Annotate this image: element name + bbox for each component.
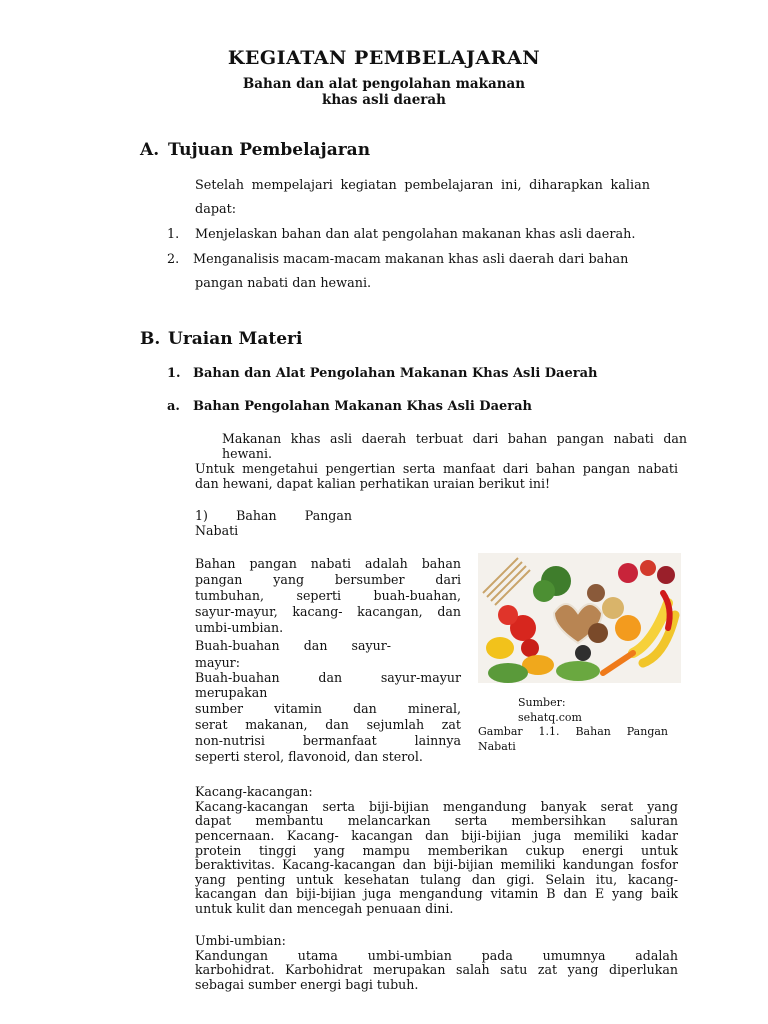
kacang-heading: Kacang-kacangan: xyxy=(195,784,313,799)
para1-line1: Makanan khas asli daerah terbuat dari bahan pangan nabati dan xyxy=(222,431,687,446)
subsection-1-number: 1. xyxy=(167,366,181,381)
nabati-heading-line1: 1) Bahan Pangan xyxy=(195,508,352,523)
figure-source xyxy=(518,695,638,725)
objective-2-line2: pangan nabati dan hewani. xyxy=(195,276,372,291)
kacang-line-8: untuk kulit dan mencegah penuaan dini. xyxy=(195,901,454,916)
buah-line-4: serat makanan, dan sejumlah zat xyxy=(195,717,461,732)
subsection-a-title: Bahan Pengolahan Makanan Khas Asli Daerah xyxy=(193,399,533,414)
buah-heading-line1: Buah-buahan dan sayur- xyxy=(195,638,391,653)
nabati-line-3: tumbuhan, seperti buah-buahan, xyxy=(195,588,461,603)
buah-heading-line2: mayur: xyxy=(195,655,240,670)
objective-2-line1: Menganalisis macam-macam makanan khas asli daerah dari bahan xyxy=(193,252,629,267)
kacang-line-3: pencernaan. Kacang- kacangan dan biji-bijian juga memiliki kadar xyxy=(195,828,678,843)
objective-1-text: Menjelaskan bahan dan alat pengolahan makanan khas asli daerah. xyxy=(195,227,636,242)
umbi-line-2: karbohidrat. Karbohidrat merupakan salah satu zat yang diperlukan xyxy=(195,962,678,977)
section-a-intro-line2: dapat: xyxy=(195,202,237,217)
para1-line2: hewani. xyxy=(222,446,272,461)
produce-illustration xyxy=(478,553,681,683)
buah-line-2: merupakan xyxy=(195,685,268,700)
subsection-1-title: Bahan dan Alat Pengolahan Makanan Khas Asli Daerah xyxy=(193,366,598,381)
kacang-line-7: kacangan dan biji-bijian juga mengandung vitamin B dan E yang baik xyxy=(195,886,678,901)
buah-line-3: sumber vitamin dan mineral, xyxy=(195,701,461,716)
kacang-line-6: yang penting untuk kesehatan tulang dan gigi. Selain itu, kacang- xyxy=(195,872,678,887)
nabati-line-4: sayur-mayur, kacang- kacangan, dan xyxy=(195,604,461,619)
nabati-line-1: Bahan pangan nabati adalah bahan xyxy=(195,556,461,571)
umbi-heading: Umbi-umbian: xyxy=(195,933,286,948)
kacang-line-1: Kacang-kacangan serta biji-bijian mengandung banyak serat yang xyxy=(195,799,678,814)
page-title: KEGIATAN PEMBELAJARAN xyxy=(227,47,541,69)
objective-2-number: 2. xyxy=(167,252,180,267)
para2-line2: dan hewani, dapat kalian perhatikan uraian berikut ini! xyxy=(195,476,551,491)
vegetables-fruit-photo xyxy=(478,553,681,683)
section-a-title: Tujuan Pembelajaran xyxy=(168,140,371,160)
section-a-intro-line1: Setelah mempelajari kegiatan pembelajaran ini, diharapkan kalian xyxy=(195,178,650,193)
subsection-a-letter: a. xyxy=(167,399,180,414)
nabati-line-2: pangan yang bersumber dari xyxy=(195,572,461,587)
para2-line1: Untuk mengetahui pengertian serta manfaat dari bahan pangan nabati xyxy=(195,461,678,476)
figure-caption-line1: Gambar 1.1. Bahan Pangan xyxy=(478,725,668,738)
section-b-letter: B. xyxy=(140,329,161,349)
nabati-heading-line2: Nabati xyxy=(195,523,239,538)
page-subtitle: Bahan dan alat pengolahan makanan khas asli daerah xyxy=(242,76,526,108)
figure-source-line2: sehatq.com xyxy=(518,711,582,724)
figure-caption-line2: Nabati xyxy=(478,740,516,753)
section-a-heading xyxy=(140,140,370,160)
buah-line-1: Buah-buahan dan sayur-mayur xyxy=(195,670,461,685)
umbi-line-3: sebagai sumber energi bagi tubuh. xyxy=(195,977,419,992)
objective-1-number: 1. xyxy=(167,227,180,242)
buah-line-5: non-nutrisi bermanfaat lainnya xyxy=(195,733,461,748)
kacang-line-4: protein tinggi yang mampu memberikan cukup energi untuk xyxy=(195,843,678,858)
umbi-line-1: Kandungan utama umbi-umbian pada umumnya adalah xyxy=(195,948,678,963)
figure-caption xyxy=(478,724,668,754)
section-a-letter: A. xyxy=(140,140,160,160)
kacang-line-5: beraktivitas. Kacang-kacangan dan biji-bijian memiliki kandungan fosfor xyxy=(195,857,678,872)
buah-line-6: seperti sterol, flavonoid, dan sterol. xyxy=(195,749,423,764)
section-b-title: Uraian Materi xyxy=(168,329,303,349)
section-b-heading xyxy=(140,329,302,349)
figure-source-line1: Sumber: xyxy=(518,696,566,709)
kacang-line-2: dapat membantu melancarkan serta membersihkan saluran xyxy=(195,813,678,828)
nabati-line-5: umbi-umbian. xyxy=(195,620,284,635)
